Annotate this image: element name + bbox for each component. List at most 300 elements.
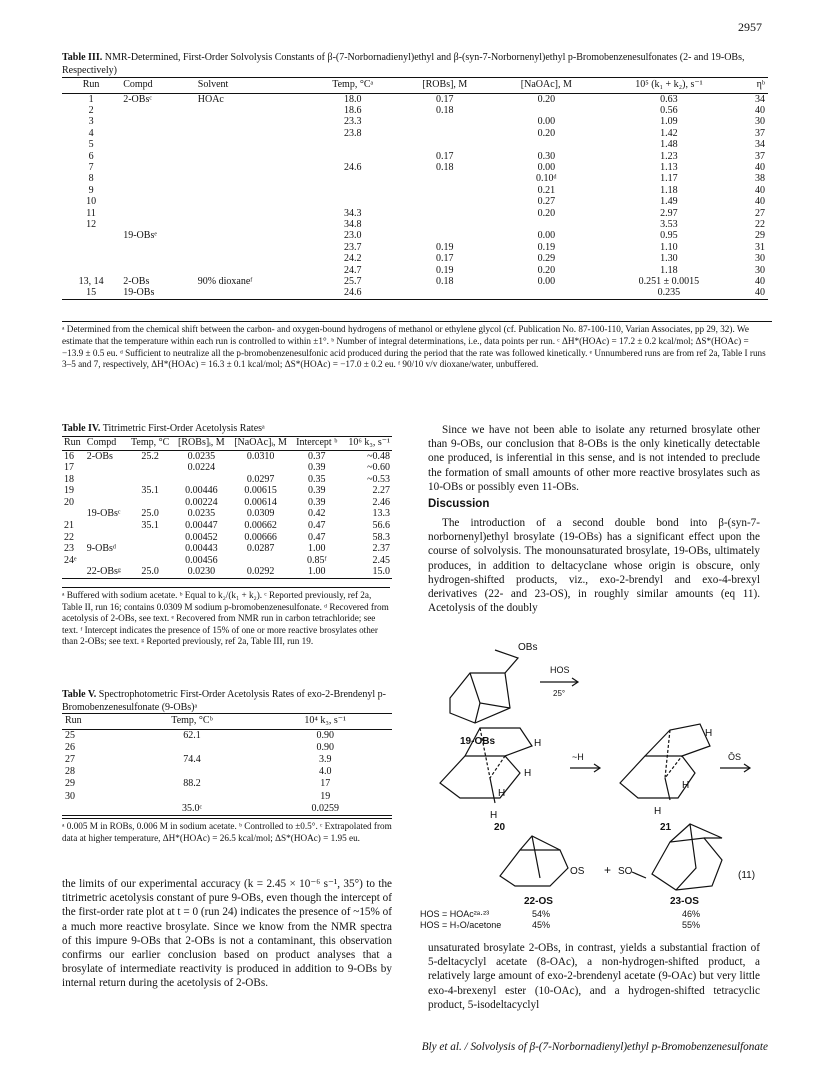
table-cell: 38 (755, 173, 765, 185)
table-cell: 25 (65, 729, 75, 741)
scheme-h-20a: H (534, 738, 542, 749)
table4-header-6: 10⁶ k₃, s⁻¹ (342, 437, 392, 451)
table-cell (195, 116, 309, 127)
table-cell: 0.17 (436, 93, 454, 105)
table-cell: 2-OBsᶜ (123, 93, 152, 105)
table-cell: 0.0287 (246, 543, 275, 555)
table-row (62, 287, 768, 299)
table-cell: 0.00 (537, 116, 556, 128)
table-cell: 40 (755, 276, 765, 287)
table-cell (127, 497, 174, 509)
table-cell: 18.0 (343, 93, 362, 105)
table3-header-0: Run (62, 78, 120, 94)
table-cell (120, 219, 195, 230)
table-row (62, 139, 768, 150)
table-cell: 19-OBsᶜ (86, 508, 121, 520)
table-cell: 9-OBsᵈ (86, 543, 117, 555)
table5-caption (62, 689, 392, 714)
table-cell: 0.0259 (258, 803, 392, 816)
table-cell: 20 (64, 496, 74, 508)
table-row (62, 265, 768, 276)
table-cell: 0.0309 (246, 508, 275, 520)
table-cell (397, 196, 493, 207)
body-text-right-2: The introduction of a second double bond into β-(syn-7-norbornenyl)ethyl brosylate (19-OBs) has a significant effect upon the course of solvolysis. The monounsaturated brosylate, 19-OBs, ultimately produces, in addition to deltacyclane whose origin is obscure, only hydrogen-shifted products, viz., exo-2-brendyl and exo-4-brexyl derivatives (22- and 23-OS), in roughly similar amounts (eq 11). Acetolysis of the doubly (428, 517, 760, 615)
table-cell (120, 116, 195, 127)
table-cell: 1.13 (660, 161, 678, 173)
table-cell: 0.0235 (187, 450, 216, 462)
table-row (62, 242, 768, 253)
table-cell: 40 (755, 184, 765, 196)
table-cell: 0.00 (537, 161, 556, 173)
table-cell: 1.49 (660, 196, 678, 208)
table3 (62, 77, 768, 300)
table-cell: 1.10 (660, 241, 678, 253)
table-cell (195, 105, 309, 116)
table-cell: 0.20 (537, 264, 556, 276)
table-row (62, 555, 392, 567)
table4-body (62, 450, 392, 579)
table-row (62, 497, 392, 509)
table-cell: 0.18 (436, 104, 454, 116)
table-row (62, 791, 392, 803)
table-cell: 0.00666 (244, 531, 277, 543)
table-cell: 29 (755, 230, 765, 242)
table-cell: 2 (88, 104, 94, 116)
table5-label: Table V. (62, 689, 97, 700)
table-cell: 17 (320, 778, 331, 790)
table4 (62, 436, 392, 579)
table-cell: 2.46 (372, 496, 390, 508)
table-cell: 0.39 (307, 496, 326, 508)
table-cell: 2.97 (660, 207, 678, 219)
table-cell: 1 (88, 93, 94, 105)
table-cell: 23 (64, 543, 74, 555)
table-cell (397, 208, 493, 219)
table-cell (62, 566, 85, 578)
table-cell: 0.20 (537, 93, 556, 105)
table-cell: 22 (755, 218, 765, 230)
table3-header-1: Compd (120, 78, 195, 94)
table-cell: 6 (88, 150, 94, 162)
table-cell: 0.35 (307, 473, 326, 485)
table-cell: 58.3 (372, 531, 390, 543)
table-cell: 34.3 (343, 207, 362, 219)
table-cell (120, 128, 195, 139)
table3-header-2: Solvent (195, 78, 309, 94)
table4-header-3: [ROBs]ᵢ, M (173, 437, 229, 451)
table-cell (62, 230, 120, 241)
table-cell: 31 (755, 241, 765, 253)
table-cell (85, 520, 127, 532)
table-cell (397, 230, 493, 241)
table-cell: 2-OBs (123, 276, 150, 287)
table-cell: 1.18 (660, 184, 678, 196)
scheme-shift-h: ~H (572, 752, 584, 762)
table-cell: 0.0235 (187, 508, 216, 520)
table-row (62, 474, 392, 486)
table-cell: 0.00443 (185, 543, 218, 555)
scheme-so: SO (618, 866, 633, 877)
table-cell: 19 (64, 485, 74, 497)
table-cell: 0.10ᵈ (536, 173, 557, 185)
table-cell: 0.00662 (244, 520, 277, 532)
table-row (62, 543, 392, 555)
body-text-right-3: unsaturated brosylate 2-OBs, in contrast, yields a substantial fraction of 5-deltacyclyl acetate (8-OAc), a non-hydrogen-shifted product, a relatively large amount of exo-2-brendenyl acetate (9-OAc) but very little exo-4-brexenyl ester (10-OAc), and a hydrogen-shifted tetracyclic product, 5-isodeltacyclyl (428, 942, 760, 1011)
table4-title: Titrimetric First-Order Acetolysis Ratesᵃ (102, 423, 265, 434)
table-cell (195, 139, 309, 150)
table-cell (195, 173, 309, 184)
table-cell (397, 139, 493, 150)
table-cell (397, 173, 493, 184)
table-cell: 0.0230 (173, 566, 229, 578)
table-cell: 0.0224 (187, 462, 216, 474)
table-cell: 35.0ᶜ (126, 803, 259, 816)
table-cell: 0.0292 (229, 566, 292, 578)
table-cell: 0.00 (537, 230, 556, 242)
table-cell (120, 196, 195, 207)
table-cell (85, 462, 127, 474)
table5-header-row (62, 714, 392, 730)
table-cell: 25.7 (343, 276, 362, 287)
table-cell (195, 185, 309, 196)
scheme-h-21a: H (705, 728, 713, 739)
table-row (62, 230, 768, 241)
table-cell (85, 474, 127, 486)
table-cell (493, 139, 600, 150)
table-cell: 0.00452 (185, 531, 218, 543)
table-cell: 35.1 (141, 520, 159, 532)
table-row (62, 162, 768, 173)
table-cell (120, 151, 195, 162)
table-cell (62, 265, 120, 276)
table-cell: 0.00446 (185, 485, 218, 497)
table-cell: 3.53 (660, 218, 678, 230)
table-cell (62, 803, 126, 816)
table-cell: 56.6 (372, 520, 390, 532)
table-cell: 0.85ᶠ (306, 554, 327, 566)
table-cell (195, 242, 309, 253)
scheme-temp: 25° (553, 689, 566, 698)
table3-header-6: 10⁵ (k₁ + k₂), s⁻¹ (600, 78, 738, 94)
table-cell: 0.20 (537, 127, 556, 139)
table-cell (120, 173, 195, 184)
scheme-os: OS (570, 866, 585, 877)
table-cell: 0.29 (537, 253, 556, 265)
table-cell: 0.56 (660, 104, 678, 116)
table3-caption (62, 52, 762, 77)
scheme-label-22: 22-OS (524, 896, 553, 907)
table-row (62, 778, 392, 790)
table-cell (229, 555, 292, 567)
table-cell: 0.19 (537, 241, 556, 253)
table-row (62, 151, 768, 162)
scheme-cond-2: HOS = H₂O/acetone (420, 920, 502, 928)
table-row (62, 196, 768, 207)
table-cell (493, 219, 600, 230)
table-cell: 4 (88, 127, 94, 139)
scheme-plus: + (604, 863, 612, 877)
running-footer: Bly et al. / Solvolysis of β-(7-Norbornadienyl)ethyl p-Bromobenzenesulfonate (421, 1041, 768, 1053)
table-cell (195, 287, 309, 299)
table-cell: 0.0310 (246, 450, 275, 462)
table-cell: 0.20 (537, 207, 556, 219)
table-cell: 0.00614 (244, 496, 277, 508)
table-cell: 23.0 (343, 230, 362, 242)
scheme-label-21: 21 (660, 822, 672, 833)
table-cell: 0.95 (660, 230, 678, 242)
table-cell: 74.4 (183, 753, 201, 765)
table4-footnote: ᵃ Buffered with sodium acetate. ᵇ Equal to k₂/(k₁ + k₂). ᶜ Reported previously, ref 2a, Table II, run 16; contains 0.0309 M sodium p-bromobenzenesulfonate. ᵈ Recovered from acetolysis of 2-OBs, see text. ᵉ Recovered from NMR run in carbon tetrachloride; see text. ᶠ Intercept indicates the presence of 15% of one or more reactive brosylates other than 2-OBs; see text. ᵍ Reported previously, ref 2a, Table III, run 19. (62, 587, 390, 648)
table-cell: 90% dioxaneᶠ (197, 276, 253, 287)
table-cell: 1.17 (660, 173, 678, 185)
table-cell: 27 (755, 207, 765, 219)
body-text-right-1: Since we have not been able to isolate any returned brosylate other than 9-OBs, our conclusion that 8-OBs is the only kinetically detectable one produced, is inferential in this sense, and is not intended to preclude the formation of small amounts of other more reactive brosylates such as 10-OBs or possibly even 11-OBs. (428, 424, 760, 493)
table-cell: 17 (64, 462, 74, 474)
table-cell: 1.09 (660, 116, 678, 128)
table-cell (397, 116, 493, 127)
table-cell (195, 151, 309, 162)
table-cell (85, 532, 127, 544)
table5-header-1: Temp, °Cᵇ (126, 714, 259, 730)
table-row (62, 532, 392, 544)
table-cell: 25.2 (141, 450, 159, 462)
table-cell: 30 (65, 790, 75, 802)
table-row (62, 105, 768, 116)
table-cell: 28 (65, 766, 75, 778)
table-cell: 1.00 (292, 566, 342, 578)
table-cell: 0.27 (537, 196, 556, 208)
table-cell (195, 230, 309, 241)
table-cell (127, 532, 174, 544)
table-row (62, 219, 768, 230)
table-cell (195, 265, 309, 276)
table-cell: 0.235 (600, 287, 738, 299)
table-cell: 3.9 (318, 753, 332, 765)
table-cell (397, 128, 493, 139)
scheme-cond-1: HOS = HOAc²ᵃ·²³ (420, 909, 490, 919)
scheme-label-20: 20 (494, 822, 506, 833)
table-cell (127, 462, 174, 474)
scheme-label-23: 23-OS (670, 896, 699, 907)
table5-header-0: Run (62, 714, 126, 730)
table-cell (493, 105, 600, 116)
table-cell: 0.00615 (244, 485, 277, 497)
table-cell: 0.0297 (246, 473, 275, 485)
table3-header-3: Temp, °Cᵃ (309, 78, 397, 94)
table-cell: 27 (65, 753, 75, 765)
table-cell: HOAc (197, 93, 224, 105)
table3-label: Table III. (62, 52, 103, 63)
table-cell: 37 (755, 150, 765, 162)
table-row (62, 173, 768, 184)
table-cell: 0.90 (316, 741, 334, 753)
table-cell (195, 162, 309, 173)
table-cell (120, 185, 195, 196)
table3-body (62, 93, 768, 299)
table-row (62, 508, 392, 520)
table-cell (309, 173, 397, 184)
table-cell: 16 (64, 450, 74, 462)
table-cell: 0.251 ± 0.0015 (638, 276, 700, 287)
table-cell: 25.0 (127, 566, 174, 578)
table-cell: 0.00224 (185, 496, 218, 508)
table4-header-1: Compd (85, 437, 127, 451)
table-cell (309, 185, 397, 196)
table-cell: 29 (65, 778, 75, 790)
scheme-h-20d: H (490, 810, 498, 821)
scheme-h-20c: H (498, 788, 506, 799)
table-row (62, 754, 392, 766)
table-cell (195, 208, 309, 219)
scheme-p23b: 55% (682, 920, 701, 928)
table-cell (229, 462, 292, 474)
table-cell: 30 (755, 253, 765, 265)
table-row (62, 803, 392, 816)
table-cell (85, 555, 127, 567)
table-cell: 2.45 (372, 554, 390, 566)
table-row (62, 93, 768, 105)
table-cell: 40 (755, 161, 765, 173)
table3-header-7: ηᵇ (738, 78, 768, 94)
table-cell (309, 196, 397, 207)
table-cell: 7 (88, 161, 94, 173)
table-cell: 19-OBsᵉ (123, 230, 157, 242)
table-cell (173, 474, 229, 486)
table-cell: 2.27 (372, 485, 390, 497)
table-cell: 2.37 (372, 543, 390, 555)
table-row (62, 520, 392, 532)
table-cell: 37 (755, 127, 765, 139)
table-cell: 0.19 (436, 241, 454, 253)
table-cell: 26 (65, 741, 75, 753)
table-cell: 18 (64, 473, 74, 485)
table-cell: 0.47 (307, 531, 326, 543)
table-cell: 30 (755, 116, 765, 128)
table-cell: 0.18 (436, 276, 454, 287)
table-row (62, 116, 768, 127)
table-cell (120, 162, 195, 173)
scheme-hos: HOS (550, 665, 570, 675)
table-row (62, 485, 392, 497)
table-cell: 24.7 (343, 264, 362, 276)
table-row (62, 208, 768, 219)
table4-header-4: [NaOAc]ᵢ, M (229, 437, 292, 451)
table-cell: 1.42 (660, 127, 678, 139)
table-cell (195, 128, 309, 139)
table-cell: 0.42 (307, 508, 326, 520)
table-cell: 0.00447 (185, 520, 218, 532)
table-cell: 5 (88, 139, 94, 151)
table-cell: 30 (755, 264, 765, 276)
table-cell: 0.90 (316, 729, 334, 741)
table-cell: 40 (738, 287, 768, 299)
table-cell: 1.48 (660, 139, 678, 151)
table-cell: 0.39 (307, 462, 326, 474)
table-cell (120, 208, 195, 219)
table-cell (120, 242, 195, 253)
table-cell: 22-OBsᵍ (85, 566, 127, 578)
table-cell (127, 543, 174, 555)
table-cell (120, 253, 195, 264)
scheme-eq-number: (11) (738, 870, 756, 881)
table-cell (85, 497, 127, 509)
table-cell: 23.7 (343, 241, 362, 253)
table4-header-row (62, 437, 392, 451)
table-cell: 88.2 (183, 778, 201, 790)
table-cell: 0.00456 (185, 554, 218, 566)
table-cell: 35.1 (141, 485, 159, 497)
table3-title: NMR-Determined, First-Order Solvolysis Constants of β-(7-Norbornadienyl)ethyl and β-(syn-7-Norbornenyl)ethyl p-Bromobenzenesulfonates (2- and 19-OBs, Respectively) (62, 52, 745, 76)
table-cell: 0.19 (436, 264, 454, 276)
table3-header-row (62, 78, 768, 94)
table-cell: ~0.48 (367, 450, 390, 462)
table-cell: 15.0 (342, 566, 392, 578)
table-cell (120, 139, 195, 150)
page-number: 2957 (738, 20, 762, 34)
table-cell (127, 555, 174, 567)
table-cell: 9 (88, 184, 94, 196)
scheme-h-21c: H (654, 806, 662, 817)
table-cell (62, 253, 120, 264)
table-cell: 23.8 (343, 127, 362, 139)
table-row (62, 729, 392, 742)
body-text-left: the limits of our experimental accuracy (k = 2.45 × 10⁻⁶ s⁻¹, 35°) to the titrimetric acetolysis constant of pure 9-OBs, even though the intercept of the first-order rate plot at t = 0 (run 24) indicates the presence of ~15% of a much more reactive brosylate. Since we know from the NMR spectra of this impure 9-OBs that 2-OBs is not a contaminant, this observation confirms our earlier conclusion based on product analyses that a brosylate of intermediate reactivity is produced in addition to 9-OBs by internal return during the acetolysis of 2-OBs. (62, 878, 392, 990)
table-cell: 1.30 (660, 253, 678, 265)
scheme-h-21b: H (682, 780, 690, 791)
table-cell (195, 219, 309, 230)
table5-header-2: 10⁴ k₃, s⁻¹ (258, 714, 392, 730)
table4-header-0: Run (62, 437, 85, 451)
table-cell: 0.63 (660, 93, 678, 105)
table-row (62, 253, 768, 264)
table-cell: 0.39 (307, 485, 326, 497)
table-cell: 13.3 (372, 508, 390, 520)
table-cell: 0.47 (307, 520, 326, 532)
table-row (62, 766, 392, 778)
table-cell: 1.18 (660, 264, 678, 276)
table-cell: 0.17 (436, 253, 454, 265)
table-row (62, 742, 392, 754)
table-cell: 19 (320, 790, 331, 802)
table-cell (309, 139, 397, 150)
table-cell (195, 253, 309, 264)
table-cell: 40 (755, 196, 765, 208)
table-cell: 0.37 (307, 450, 326, 462)
table-cell: 24.2 (343, 253, 362, 265)
table3-header-4: [ROBs], M (397, 78, 493, 94)
discussion-heading: Discussion (428, 498, 490, 510)
table5-footnote: ᵃ 0.005 M in ROBs, 0.006 M in sodium acetate. ᵇ Controlled to ±0.5°. ᶜ Extrapolated from data at higher temperature, ΔH*(HOAc) = 26.5 kcal/mol; ΔS*(HOAc) = 1.95 eu. (62, 818, 392, 844)
table-row (62, 276, 768, 287)
table-cell (62, 242, 120, 253)
table4-label: Table IV. (62, 423, 101, 434)
table5 (62, 713, 392, 816)
table-cell: 22 (64, 531, 74, 543)
table-cell: 8 (88, 173, 94, 185)
table3-header-5: [NaOAc], M (493, 78, 600, 94)
table-cell: 24ᵉ (64, 554, 77, 566)
table-cell: 4.0 (318, 766, 332, 778)
scheme-p22b: 45% (532, 920, 551, 928)
table-cell (126, 742, 259, 754)
table-cell (309, 151, 397, 162)
table-cell: 10 (86, 196, 97, 208)
table-cell: 34.8 (343, 218, 362, 230)
table-cell (493, 287, 600, 299)
table-cell: 12 (86, 218, 97, 230)
table-row (62, 185, 768, 196)
table-cell: 1.23 (660, 150, 678, 162)
